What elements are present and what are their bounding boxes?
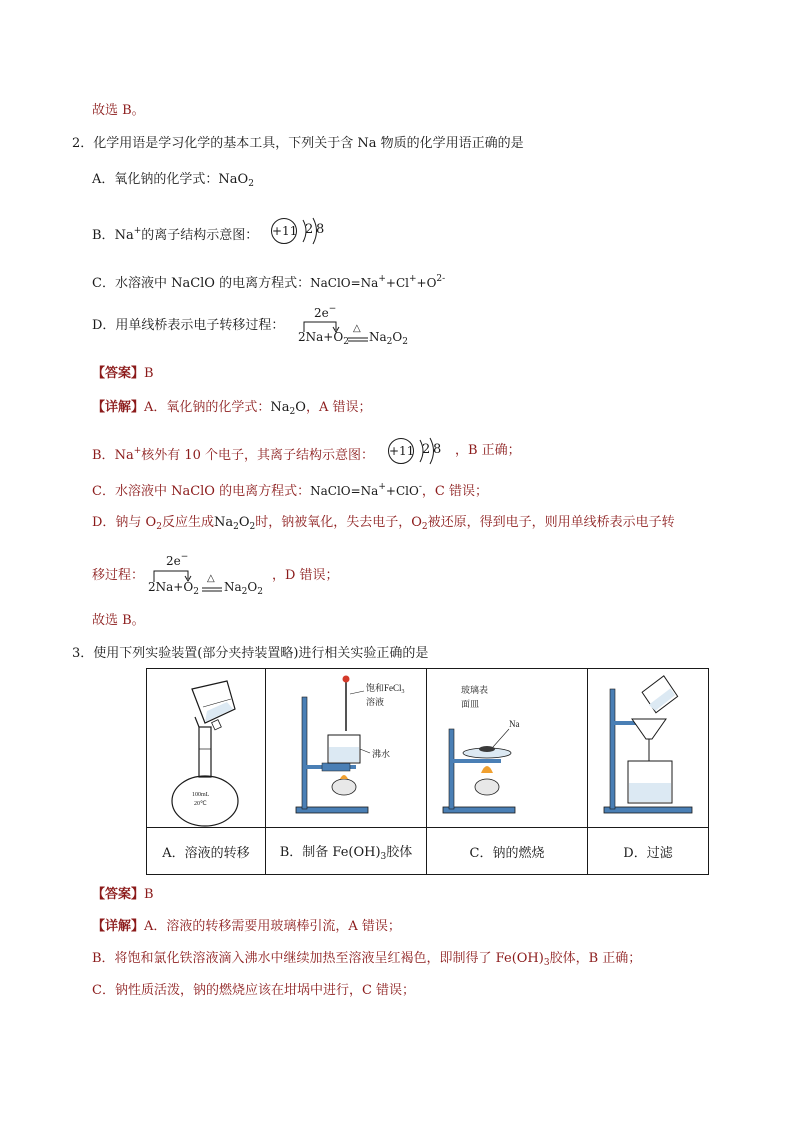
explain-d-tail: ，D 错误； bbox=[272, 568, 339, 583]
explain-tag: 【详解】 bbox=[92, 400, 145, 415]
apparatus-a-cell bbox=[147, 669, 266, 828]
fecl3-solution-label: 溶液 bbox=[366, 697, 385, 707]
option-d-label: D．用单线桥表示电子转移过程： bbox=[92, 318, 285, 333]
option-d-single-bridge bbox=[296, 304, 416, 348]
boiling-water-label: 沸水 bbox=[372, 749, 391, 759]
explain-b-ion-diagram bbox=[386, 435, 456, 467]
q3-stem bbox=[72, 645, 428, 663]
heat-symbol: △ bbox=[353, 323, 361, 334]
product: $Na_2O_2$ bbox=[369, 330, 408, 347]
reactants: $2Na+O_2$ bbox=[298, 330, 349, 347]
filtration-icon bbox=[588, 669, 708, 827]
caption-a: A．溶液的转移 bbox=[147, 828, 266, 875]
explain-electrons-label: 2e− bbox=[166, 552, 189, 568]
q3-answer-tag: 【答案】 bbox=[92, 887, 145, 902]
option-a-label: A．氧化钠的化学式： bbox=[92, 172, 219, 187]
apparatus-d-cell bbox=[588, 669, 709, 828]
nucleus-circle: +11 bbox=[271, 218, 297, 244]
q2-explain-b: B．Na+核外有 10 个电子，其离子结构示意图： bbox=[92, 446, 375, 463]
option-b-ion-diagram bbox=[269, 215, 339, 247]
option-b-ion: Na+ bbox=[114, 226, 142, 243]
q3-stem-text: 使用下列实验装置(部分夹持装置略)进行相关实验正确的是 bbox=[93, 646, 429, 661]
q2-conclusion: 故选 B。 bbox=[92, 613, 145, 628]
explain-shell-1: 2 bbox=[422, 442, 431, 457]
q2-option-c bbox=[92, 270, 445, 293]
apparatus-table bbox=[146, 668, 709, 875]
electrons-label: 2e− bbox=[314, 304, 337, 320]
shell-arcs-icon bbox=[269, 215, 339, 247]
fe-oh3-setup-icon bbox=[266, 669, 426, 827]
option-b-label: B． bbox=[92, 228, 115, 243]
q3-explain-c: C．钠性质活泼，钠的燃烧应该在坩埚中进行，C 错误； bbox=[92, 983, 416, 998]
option-a-formula: NaO$_2$ bbox=[218, 172, 254, 189]
q2-explain-c: C．水溶液中 NaClO 的电离方程式：NaClO=Na++ClO-，C 错误； bbox=[92, 482, 488, 499]
q2-option-b bbox=[92, 222, 258, 245]
answer-tag: 【答案】 bbox=[92, 366, 145, 381]
explain-shell-arcs-icon bbox=[386, 435, 456, 467]
flask-temp-label: 20℃ bbox=[194, 801, 207, 807]
sodium-burning-icon bbox=[427, 669, 587, 827]
explain-shell-2: 8 bbox=[433, 442, 442, 457]
prev-conclusion: 故选 B。 bbox=[92, 103, 145, 118]
option-c-label: C．水溶液中 NaClO 的电离方程式： bbox=[92, 276, 311, 291]
q3-answer bbox=[92, 886, 154, 904]
q2-answer bbox=[92, 365, 154, 383]
q2-option-d bbox=[92, 317, 284, 335]
apparatus-b-cell bbox=[266, 669, 427, 828]
fecl3-label: 饱和FeCl$_3$ bbox=[366, 683, 405, 695]
q2-explain-d-line2: 移过程： bbox=[92, 568, 145, 583]
watch-glass-label-1: 玻璃表 bbox=[461, 685, 489, 695]
explain-product: $Na_2O_2$ bbox=[224, 580, 263, 597]
shell-2-count: 8 bbox=[316, 222, 325, 237]
q2-stem bbox=[72, 135, 524, 153]
q3-answer-value: B bbox=[144, 887, 154, 902]
option-c-equation: $NaClO=Na^++Cl^++O^{2-}$ bbox=[310, 274, 446, 290]
q2-option-a bbox=[92, 171, 254, 193]
q3-number: 3． bbox=[72, 646, 94, 661]
caption-c: C．钠的燃烧 bbox=[427, 828, 588, 875]
explain-a-formula: $Na_2O$ bbox=[270, 400, 306, 417]
apparatus-c-cell bbox=[427, 669, 588, 828]
explain-b-tail: ，B 正确； bbox=[455, 443, 521, 458]
caption-d: D．过滤 bbox=[588, 828, 709, 875]
q3-explain-tag: 【详解】 bbox=[92, 919, 145, 934]
explain-d-single-bridge bbox=[146, 552, 272, 598]
explain-c-equation: NaClO=Na++ClO- bbox=[310, 482, 422, 498]
explain-heat-symbol: △ bbox=[207, 573, 215, 584]
watch-glass-label-2: 面皿 bbox=[461, 699, 480, 709]
q2-number: 2． bbox=[72, 136, 94, 151]
explain-reactants: $2Na+O_2$ bbox=[148, 580, 199, 597]
q3-explain-b: B．将饱和氯化铁溶液滴入沸水中继续加热至溶液呈红褐色，即制得了 $Fe(OH)_3$胶体，B 正确； bbox=[92, 951, 642, 968]
option-b-text: 的离子结构示意图： bbox=[141, 228, 259, 243]
q3-explain-a: 【详解】A．溶液的转移需要用玻璃棒引流，A 错误； bbox=[92, 919, 401, 934]
caption-b: B．制备 $Fe(OH)_3$胶体 bbox=[266, 828, 427, 875]
volumetric-flask-icon bbox=[147, 669, 265, 827]
q2-explain-d-line1: D．钠与 $O_2$反应生成$Na_2O_2$时，钠被氧化，失去电子，$O_2$被还原，得到电子，则用单线桥表示电子转 bbox=[92, 515, 675, 532]
shell-1-count: 2 bbox=[305, 222, 314, 237]
q2-explain-a: 【详解】A．氧化钠的化学式：$Na_2O$，A 错误； bbox=[92, 400, 372, 417]
flask-volume-label: 100mL bbox=[192, 792, 210, 798]
na-label: Na bbox=[509, 719, 520, 729]
q2-stem-text: 化学用语是学习化学的基本工具，下列关于含 Na 物质的化学用语正确的是 bbox=[93, 136, 524, 151]
explain-nucleus-circle: +11 bbox=[388, 438, 414, 464]
answer-value: B bbox=[144, 366, 154, 381]
